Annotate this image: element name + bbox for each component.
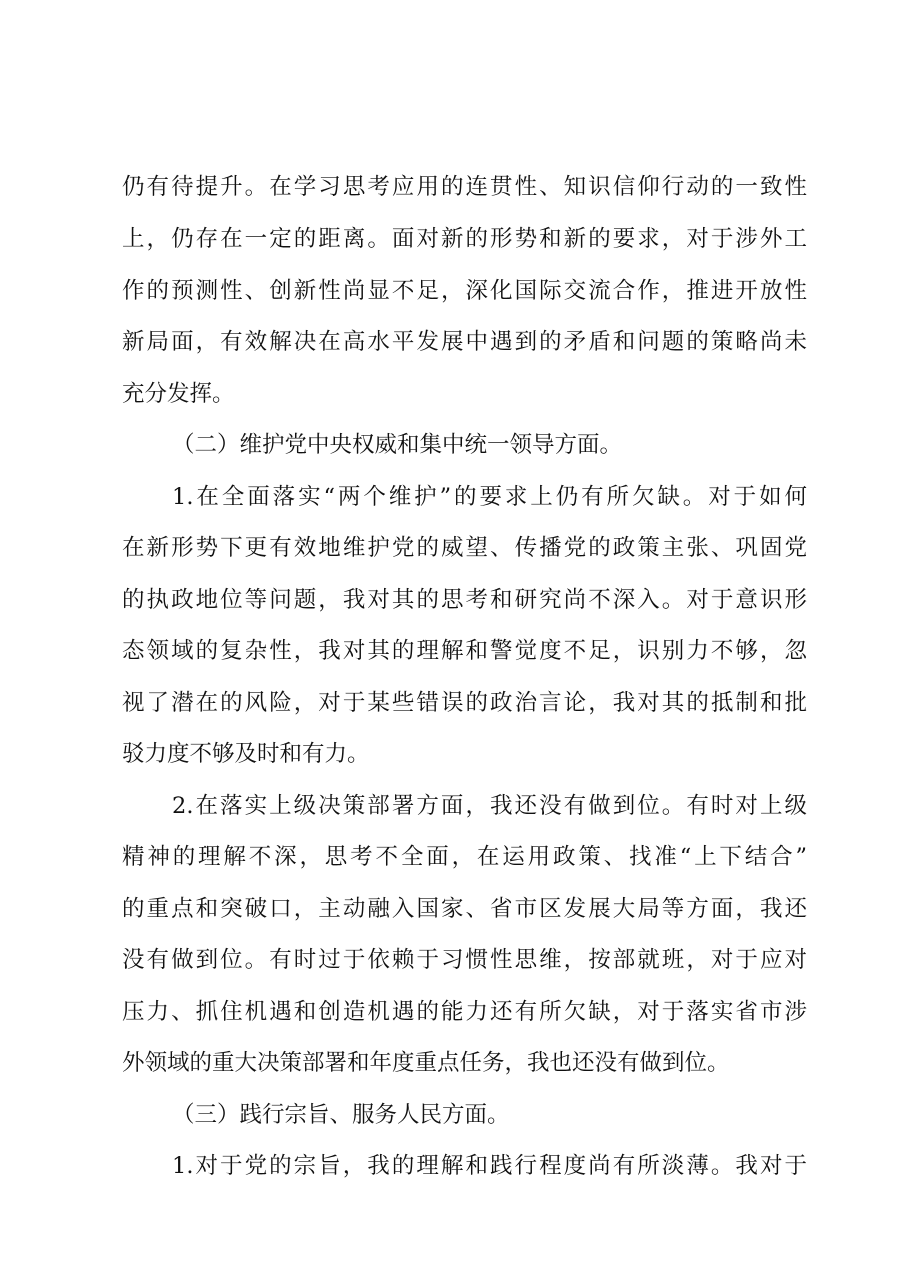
- paragraph-first-line: 1.对于党的宗旨，我的理解和践行程度尚有所淡薄。我对于: [172, 1153, 807, 1179]
- section-heading: （二）维护党中央权威和集中统一领导方面。: [172, 432, 623, 458]
- section-heading: （三）践行宗旨、服务人民方面。: [172, 1102, 510, 1128]
- body-text-line: 压力、抓住机遇和创造机遇的能力还有所欠缺，对于落实省市涉: [122, 999, 807, 1025]
- body-text-line: 作的预测性、创新性尚显不足，深化国际交流合作，推进开放性: [122, 278, 807, 304]
- body-text-line: 驳力度不够及时和有力。: [122, 741, 370, 767]
- body-text-line: 上，仍存在一定的距离。面对新的形势和新的要求，对于涉外工: [122, 226, 807, 252]
- paragraph-first-line: 1.在全面落实“两个维护”的要求上仍有所欠缺。对于如何: [172, 484, 807, 510]
- body-text-line: 充分发挥。: [122, 381, 235, 407]
- body-text-line: 精神的理解不深，思考不全面，在运用政策、找准“上下结合”: [122, 844, 807, 870]
- body-text-line: 的重点和突破口，主动融入国家、省市区发展大局等方面，我还: [122, 896, 807, 922]
- body-text-line: 没有做到位。有时过于依赖于习惯性思维，按部就班，对于应对: [122, 947, 807, 973]
- body-text-line: 外领域的重大决策部署和年度重点任务，我也还没有做到位。: [122, 1050, 730, 1076]
- body-text-line: 态领域的复杂性，我对其的理解和警觉度不足，识别力不够，忽: [122, 638, 807, 664]
- body-text-line: 的执政地位等问题，我对其的思考和研究尚不深入。对于意识形: [122, 587, 807, 613]
- body-text-line: 在新形势下更有效地维护党的威望、传播党的政策主张、巩固党: [122, 535, 807, 561]
- paragraph-first-line: 2.在落实上级决策部署方面，我还没有做到位。有时对上级: [172, 793, 807, 819]
- body-text-line: 视了潜在的风险，对于某些错误的政治言论，我对其的抵制和批: [122, 690, 807, 716]
- body-text-line: 仍有待提升。在学习思考应用的连贯性、知识信仰行动的一致性: [122, 174, 807, 200]
- body-text-line: 新局面，有效解决在高水平发展中遇到的矛盾和问题的策略尚未: [122, 329, 807, 355]
